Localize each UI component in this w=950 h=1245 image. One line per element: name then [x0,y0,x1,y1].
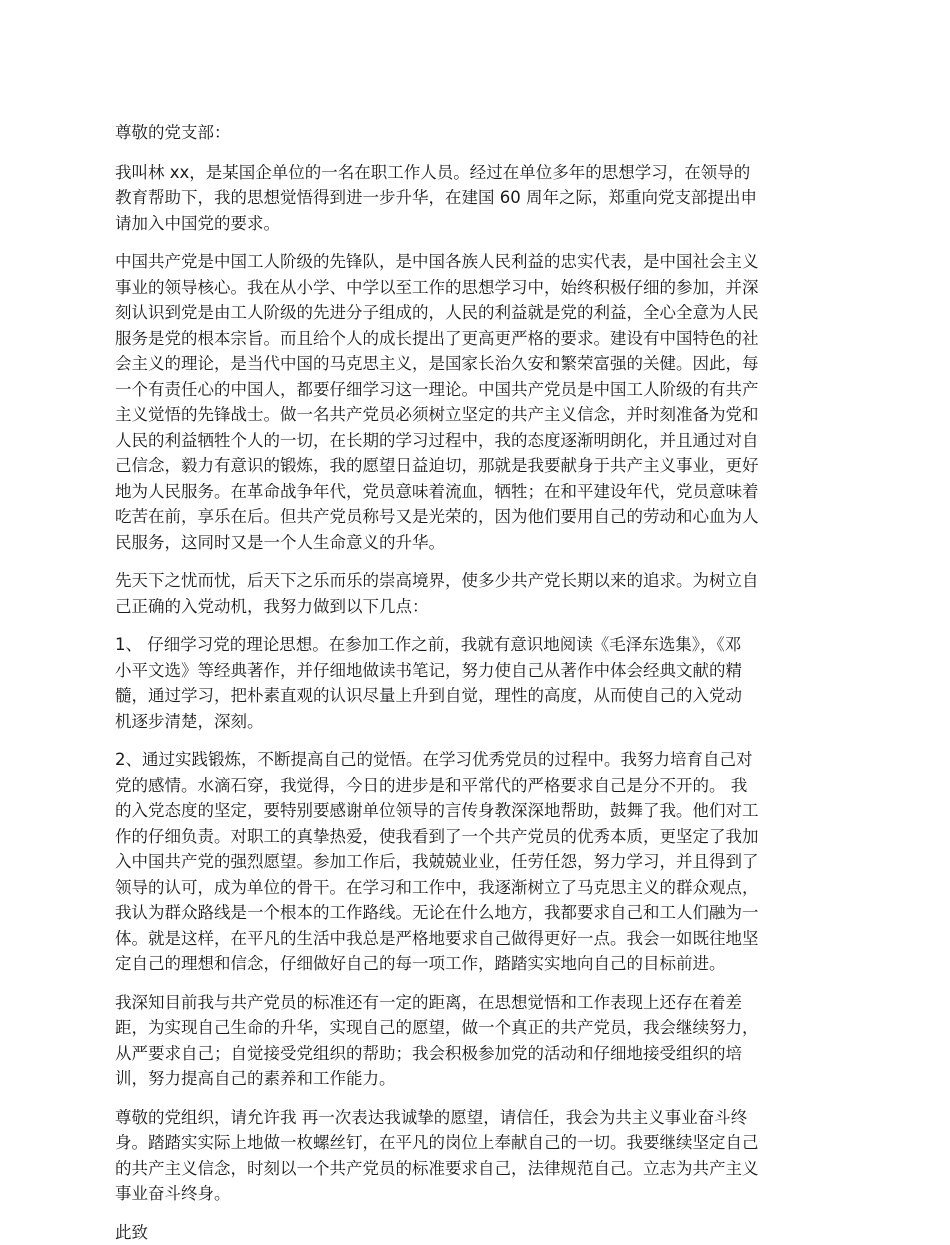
paragraph-line: 尊敬的党组织，请允许我 再一次表达我诚挚的愿望，请信任，我会为共主义事业奋斗终 [115,1105,845,1131]
paragraph-line: 吃苦在前，享乐在后。但共产党员称号又是光荣的，因为他们要用自己的劳动和心血为人 [115,504,845,530]
paragraph-line: 请加入中国党的要求。 [115,211,845,237]
paragraph-line: 领导的认可，成为单位的骨干。在学习和工作中，我逐渐树立了马克思主义的群众观点， [115,875,845,901]
paragraph-line: 髓，通过学习，把朴素直观的认识尽量上升到自觉，理性的高度，从而使自己的入党动 [115,683,845,709]
paragraph-line: 定自己的理想和信念，仔细做好自己的每一项工作，踏踏实实地向自己的目标前进。 [115,951,845,977]
paragraph-line: 体。就是这样，在平凡的生活中我总是严格地要求自己做得更好一点。我会一如既往地坚 [115,926,845,952]
paragraph-line: 1、 仔细学习党的理论思想。在参加工作之前，我就有意识地阅读《毛泽东选集》，《邓 [115,632,845,658]
paragraph-line: 主义觉悟的先锋战士。做一名共产党员必须树立坚定的共产主义信念，并时刻准备为党和 [115,402,845,428]
paragraph-2 [115,249,845,555]
paragraph-line: 入中国共产党的强烈愿望。参加工作后，我兢兢业业，任劳任怨，努力学习，并且得到了 [115,849,845,875]
paragraph-line: 我深知目前我与共产党员的标准还有一定的距离，在思想觉悟和工作表现上还存在着差 [115,990,845,1016]
paragraph-line: 的共产主义信念，时刻以一个共产党员的标准要求自己，法律规范自己。立志为共产主义 [115,1156,845,1182]
paragraph-line: 距，为实现自己生命的升华，实现自己的愿望，做一个真正的共产党员，我会继续努力， [115,1015,845,1041]
paragraph-line: 身。踏踏实实际上地做一枚螺丝钉，在平凡的岗位上奉献自己的一切。我要继续坚定自己 [115,1130,845,1156]
paragraph-line: 刻认识到党是由工人阶级的先进分子组成的，人民的利益就是党的利益，全心全意为人民 [115,300,845,326]
paragraph-line: 一个有责任心的中国人，都要仔细学习这一理论。中国共产党员是中国工人阶级的有共产 [115,377,845,403]
paragraph-line: 2、通过实践锻炼，不断提高自己的觉悟。在学习优秀党员的过程中。我努力培育自己对 [115,747,845,773]
paragraph-line: 服务是党的根本宗旨。而且给个人的成长提出了更高更严格的要求。建设有中国特色的社 [115,326,845,352]
paragraph-line: 党的感情。水滴石穿，我觉得，今日的进步是和平常代的严格要求自己是分不开的。 我 [115,773,845,799]
paragraph-1 [115,160,845,237]
paragraph-line: 小平文选》等经典著作，并仔细地做读书笔记，努力使自己从著作中体会经典文献的精 [115,658,845,684]
paragraph-line: 的入党态度的坚定，要特别要感谢单位领导的言传身教深深地帮助，鼓舞了我。他们对工 [115,798,845,824]
letter-body [115,120,845,1245]
closing: 此致 [115,1220,845,1245]
paragraph-line: 我叫林 xx，是某国企单位的一名在职工作人员。经过在单位多年的思想学习，在领导的 [115,160,845,186]
paragraph-line: 地为人民服务。在革命战争年代，党员意味着流血，牺牲；在和平建设年代，党员意味着 [115,479,845,505]
paragraph-line: 会主义的理论，是当代中国的马克思主义，是国家长治久安和繁荣富强的关健。因此，每 [115,351,845,377]
paragraph-6 [115,990,845,1092]
paragraph-4 [115,632,845,734]
paragraph-7 [115,1105,845,1207]
paragraph-line: 人民的利益牺牲个人的一切，在长期的学习过程中，我的态度逐渐明朗化，并且通过对自 [115,428,845,454]
paragraph-line: 己信念，毅力有意识的锻炼，我的愿望日益迫切，那就是我要献身于共产主义事业，更好 [115,453,845,479]
paragraph-line: 己正确的入党动机，我努力做到以下几点： [115,594,845,620]
paragraph-line: 我认为群众路线是一个根本的工作路线。无论在什么地方，我都要求自己和工人们融为一 [115,900,845,926]
salutation: 尊敬的党支部： [115,120,845,146]
paragraph-line: 事业奋斗终身。 [115,1181,845,1207]
paragraph-line: 机逐步清楚，深刻。 [115,709,845,735]
paragraph-3 [115,568,845,619]
paragraph-5 [115,747,845,977]
paragraph-line: 事业的领导核心。我在从小学、中学以至工作的思想学习中，始终积极仔细的参加，并深 [115,275,845,301]
paragraph-line: 中国共产党是中国工人阶级的先锋队，是中国各族人民利益的忠实代表，是中国社会主义 [115,249,845,275]
paragraph-line: 教育帮助下，我的思想觉悟得到进一步升华，在建国 60 周年之际，郑重向党支部提出申 [115,185,845,211]
paragraph-line: 从严要求自己；自觉接受党组织的帮助；我会积极参加党的活动和仔细地接受组织的培 [115,1041,845,1067]
paragraph-line: 先天下之忧而忧，后天下之乐而乐的崇高境界，使多少共产党长期以来的追求。为树立自 [115,568,845,594]
paragraph-line: 训，努力提高自己的素养和工作能力。 [115,1066,845,1092]
paragraph-line: 民服务，这同时又是一个人生命意义的升华。 [115,530,845,556]
paragraph-line: 作的仔细负责。对职工的真挚热爱，使我看到了一个共产党员的优秀本质，更坚定了我加 [115,824,845,850]
